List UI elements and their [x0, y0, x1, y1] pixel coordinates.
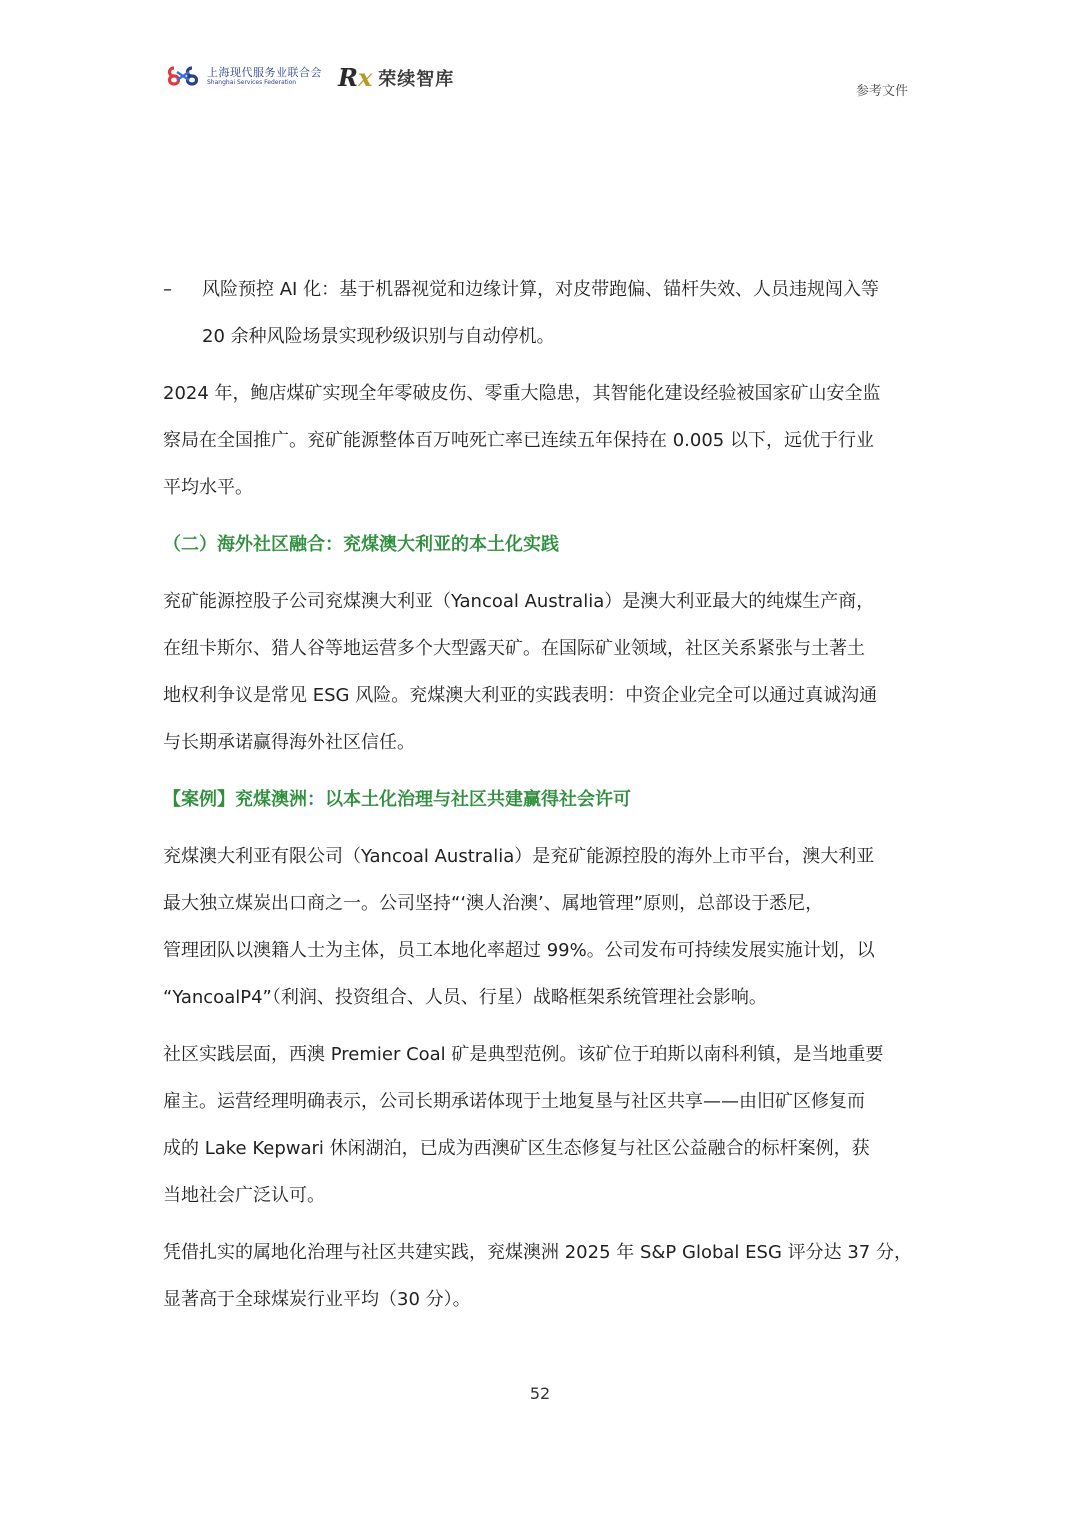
- rx-mark-icon: Rx: [338, 63, 373, 92]
- paragraph-yancoal-governance: 兖煤澳大利亚有限公司（Yancoal Australia）是兖矿能源控股的海外上市平台，澳大利亚 最大独立煤炭出口商之一。公司坚持“‘澳人治澳’、属地管理”原则，总部设于悉尼， 管理团队以澳籍人士为主体，员工本地化率超过 99%。公司发布可持续发展实施计划，以 “YancoalP4”（利润、投资组合、人员、行星）战略框架系统管理社会影响。: [163, 846, 875, 1008]
- paragraph-esg-score: 凭借扎实的属地化治理与社区共建实践，兖煤澳洲 2025 年 S&P Global ESG 评分达 37 分， 显著高于全球煤炭行业平均（30 分）。: [163, 1242, 912, 1310]
- section-heading: （二）海外社区融合：兖煤澳大利亚的本土化实践: [163, 534, 559, 555]
- page-number: 52: [529, 1384, 551, 1403]
- bullet-item: [163, 266, 923, 360]
- bullet-dash: –: [163, 279, 172, 300]
- think-tank-name: 荣续智库: [378, 69, 455, 90]
- case-heading: 【案例】兖煤澳洲：以本土化治理与社区共建赢得社会许可: [163, 789, 631, 810]
- page-body: [163, 266, 923, 1333]
- federation-name-cn: 上海现代服务业联合会: [207, 65, 322, 79]
- paragraph-community-practice: 社区实践层面，西澳 Premier Coal 矿是典型范例。该矿位于珀斯以南科利镇，是当地重要 雇主。运营经理明确表示，公司长期承诺体现于土地复垦与社区共享——由旧矿区修复而 成的 Lake Kepwari 休闲湖泊，已成为西澳矿区生态修复与社区公益融合的标杆案例，获 当地社会广泛认可。: [163, 1044, 884, 1206]
- document-label: 参考文件: [855, 84, 908, 99]
- shanghai-services-federation-logo: [165, 64, 322, 88]
- bullet-line-1: – 风险预控 AI 化：基于机器视觉和边缘计算，对皮带跑偏、锚杆失效、人员违规闯入等: [163, 266, 923, 313]
- paragraph-safety-results: 2024 年，鲍店煤矿实现全年零破皮伤、零重大隐患，其智能化建设经验被国家矿山安全监 察局在全国推广。兖矿能源整体百万吨死亡率已连续五年保持在 0.005 以下，远优于行业 平均水平。: [163, 383, 881, 498]
- paragraph-yancoal-intro: 兖矿能源控股子公司兖煤澳大利亚（Yancoal Australia）是澳大利亚最大的纯煤生产商， 在纽卡斯尔、猎人谷等地运营多个大型露天矿。在国际矿业领域，社区关系紧张与土著土 地权利争议是常见 ESG 风险。兖煤澳大利亚的实践表明：中资企业完全可以通过真诚沟通 与长期承诺赢得海外社区信任。: [163, 591, 878, 753]
- page-header: [0, 0, 1080, 110]
- rongxu-think-tank-logo: [338, 64, 454, 92]
- federation-emblem-icon: [165, 64, 201, 88]
- bullet-line-2: 20 余种风险场景实现秒级识别与自动停机。: [202, 326, 555, 347]
- federation-name-en: Shanghai Services Federation: [207, 78, 297, 86]
